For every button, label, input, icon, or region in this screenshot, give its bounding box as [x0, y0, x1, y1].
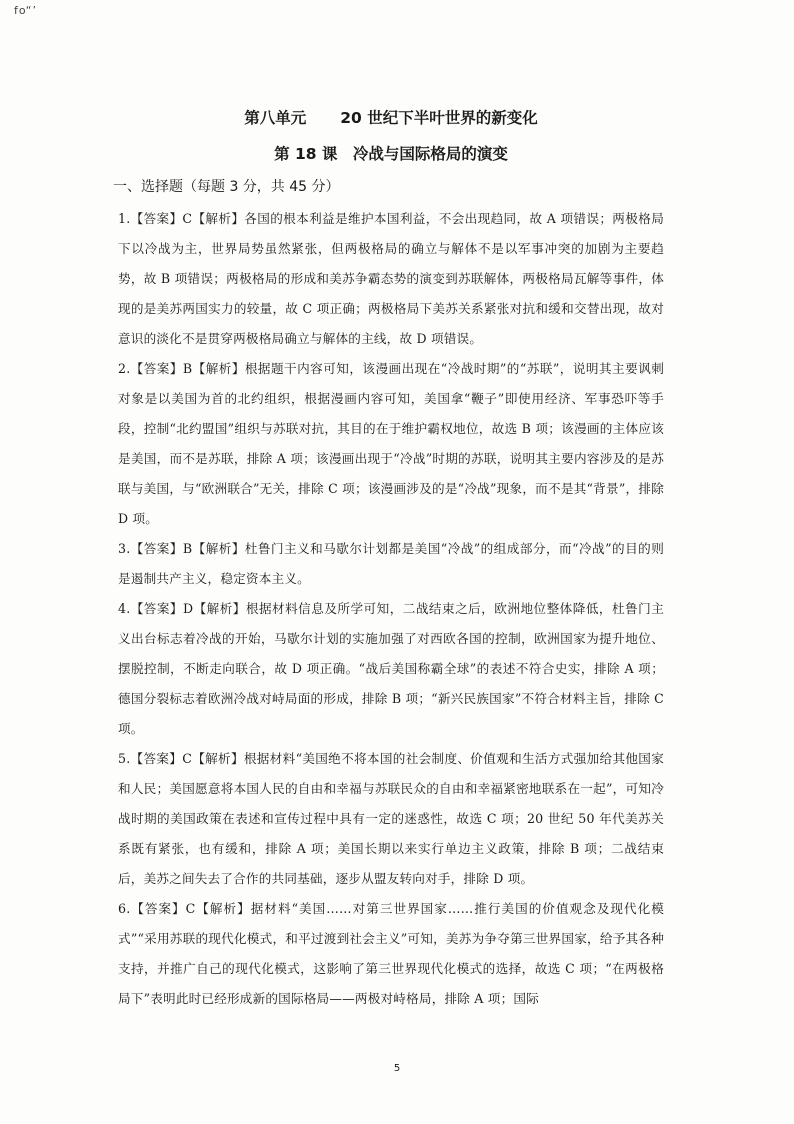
document-page	[113, 100, 664, 1014]
section-heading: 一、选择题（每题 3 分，共 45 分）	[113, 179, 340, 195]
unit-title-theme: 20 世纪下半叶世界的新变化	[340, 109, 538, 127]
page-number: 5	[393, 1063, 401, 1074]
answer-item-6: 6.【答案】C【解析】据材料“美国……对第三世界国家……推行美国的价值观念及现代化模式”“采用苏联的现代化模式，和平过渡到社会主义”可知，美苏为争夺第三世界国家，给予其各种支持，并推广自己的现代化模式，这影响了第三世界现代化模式的选择，故选 C 项；“在两极格局下”表明此时已经形成新的国际格局——两极对峙格局，排除 A 项；国际	[118, 901, 664, 1006]
answer-item-4: 4.【答案】D【解析】根据材料信息及所学可知，二战结束之后，欧洲地位整体降低，杜鲁门主义出台标志着冷战的开始，马歇尔计划的实施加强了对西欧各国的控制，欧洲国家为提升地位、摆脱控制，不断走向联合，故 D 项正确。“战后美国称霸全球”的表述不符合史实，排除 A 项；德国分裂标志着欧洲冷战对峙局面的形成，排除 B 项；“新兴民族国家”不符合材料主旨，排除 C 项。	[118, 601, 664, 736]
lesson-title: 第 18 课 冷战与国际格局的演变	[274, 145, 508, 163]
scan-corner-mark: fo“’	[14, 4, 37, 17]
unit-title	[118, 106, 664, 128]
unit-title-number: 第八单元	[244, 109, 307, 127]
answer-item-1: 1.【答案】C【解析】各国的根本利益是维护本国利益，不会出现趋同，故 A 项错误；两极格局下以冷战为主，世界局势虽然紧张，但两极格局的确立与解体不是以军事冲突的加剧为主要趋势，故 B 项错误；两极格局的形成和美苏争霸态势的演变到苏联解体，两极格局瓦解等事件，体现的是美苏两国实力的较量，故 C 项正确；两极格局下美苏关系紧张对抗和缓和交替出现，故对意识的淡化不是贯穿两极格局确立与解体的主线，故 D 项错误。	[118, 211, 664, 346]
answer-item-2: 2.【答案】B【解析】根据题干内容可知，该漫画出现在“冷战时期”的“苏联”，说明其主要讽刺对象是以美国为首的北约组织，根据漫画内容可知，美国拿“鞭子”即使用经济、军事恐吓等手段，控制“北约盟国”组织与苏联对抗，其目的在于维护霸权地位，故选 B 项；该漫画的主体应该是美国，而不是苏联，排除 A 项；该漫画出现于“冷战”时期的苏联，说明其主要内容涉及的是苏联与美国，与“欧洲联合”无关，排除 C 项；该漫画涉及的是“冷战”现象，而不是其“背景”，排除 D 项。	[118, 361, 664, 526]
answer-item-3: 3.【答案】B【解析】杜鲁门主义和马歇尔计划都是美国“冷战”的组成部分，而“冷战”的目的则是遏制共产主义，稳定资本主义。	[118, 541, 664, 586]
answer-item-5: 5.【答案】C【解析】根据材料“美国绝不将本国的社会制度、价值观和生活方式强加给其他国家和人民；美国愿意将本国人民的自由和幸福与苏联民众的自由和幸福紧密地联系在一起”，可知冷战时期的美国政策在表述和宣传过程中具有一定的迷惑性，故选 C 项；20 世纪 50 年代美苏关系既有紧张，也有缓和，排除 A 项；美国长期以来实行单边主义政策，排除 B 项；二战结束后，美苏之间失去了合作的共同基础，逐步从盟友转向对手，排除 D 项。	[118, 751, 664, 886]
